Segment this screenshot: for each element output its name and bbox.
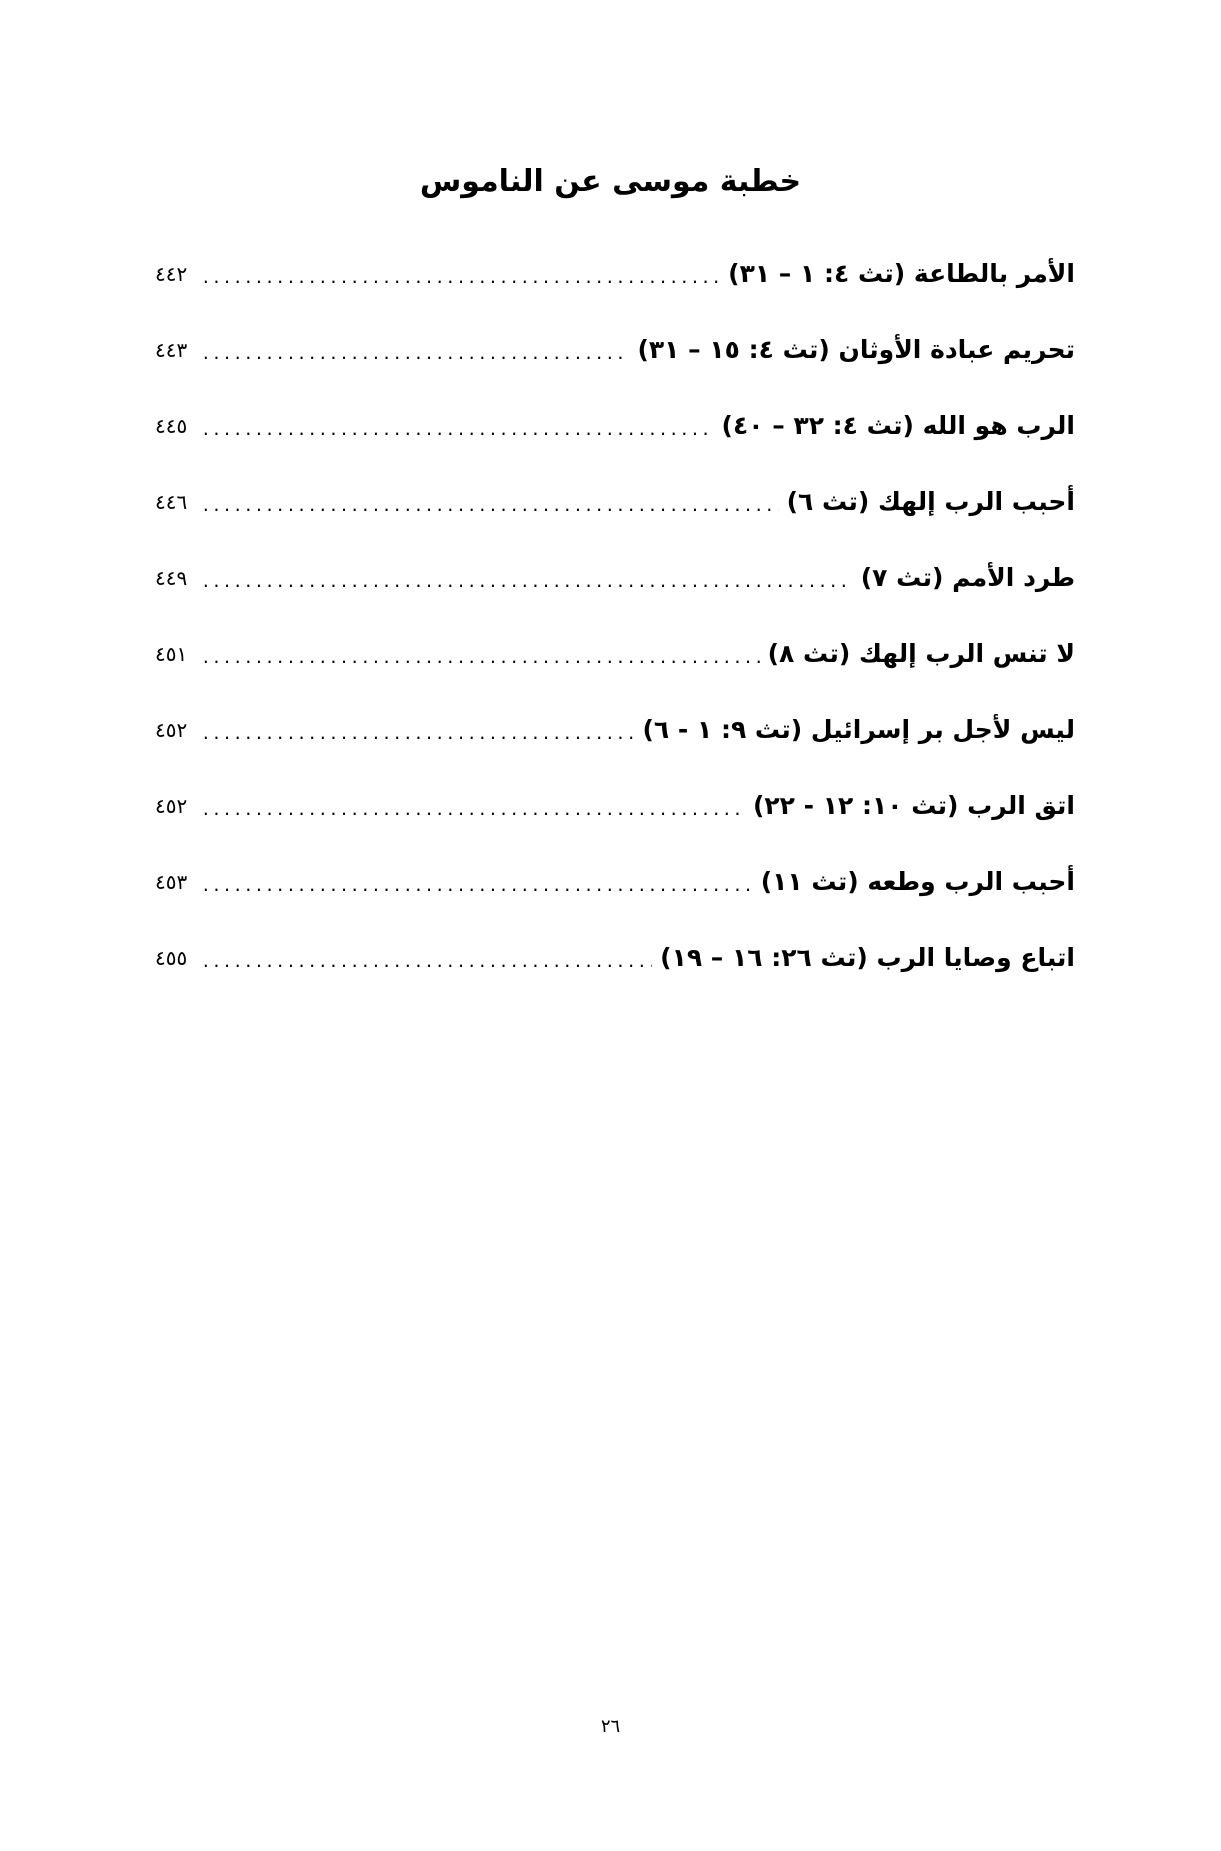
- toc-entry[interactable]: [155, 616, 1075, 692]
- dot-leader: [201, 253, 720, 295]
- toc-entry[interactable]: [155, 312, 1075, 388]
- toc-entry[interactable]: [155, 388, 1075, 464]
- page-title: خطبة موسى عن الناموس: [419, 164, 802, 199]
- toc-entry-page: ٤٥٥: [155, 946, 188, 970]
- toc-entry-page: ٤٥٢: [155, 794, 188, 818]
- toc-entry-title: أحبب الرب وطعه (تث ١١): [760, 867, 1075, 896]
- toc-entry[interactable]: [155, 844, 1075, 920]
- dot-leader: [201, 329, 629, 371]
- toc-entry[interactable]: [155, 464, 1075, 540]
- dot-leader: [201, 861, 753, 903]
- dot-leader: [201, 785, 745, 827]
- toc-entry-page: ٤٤٦: [155, 490, 188, 514]
- toc-entry-title: طرد الأمم (تث ٧): [860, 563, 1075, 592]
- dot-leader: [201, 709, 634, 751]
- toc-entry-page: ٤٤٥: [155, 414, 188, 438]
- toc-entry-title: اتق الرب (تث ١٠: ١٢ - ٢٢): [752, 791, 1075, 820]
- toc-entry[interactable]: [155, 236, 1075, 312]
- toc-entry-page: ٤٥٣: [155, 870, 188, 894]
- table-of-contents: [155, 236, 1075, 996]
- toc-entry-title: الأمر بالطاعة (تث ٤: ١ – ٣١): [728, 259, 1075, 288]
- toc-entry-title: أحبب الرب إلهك (تث ٦): [786, 487, 1075, 516]
- toc-entry-page: ٤٤٢: [155, 262, 188, 286]
- dot-leader: [201, 937, 652, 979]
- dot-leader: [201, 481, 779, 523]
- toc-entry-page: ٤٤٩: [155, 566, 188, 590]
- toc-entry-title: لا تنس الرب إلهك (تث ٨): [767, 639, 1075, 668]
- toc-entry-title: اتباع وصايا الرب (تث ٢٦: ١٦ – ١٩): [660, 943, 1075, 972]
- toc-entry[interactable]: [155, 692, 1075, 768]
- toc-entry-page: ٤٥٢: [155, 718, 188, 742]
- toc-entry-title: ليس لأجل بر إسرائيل (تث ٩: ١ - ٦): [642, 715, 1075, 744]
- dot-leader: [201, 405, 714, 447]
- toc-entry-page: ٤٥١: [155, 642, 188, 666]
- toc-entry-title: تحريم عبادة الأوثان (تث ٤: ١٥ – ٣١): [637, 335, 1075, 364]
- toc-entry-title: الرب هو الله (تث ٤: ٣٢ – ٤٠): [721, 411, 1075, 440]
- dot-leader: [201, 557, 853, 599]
- toc-entry-page: ٤٤٣: [155, 338, 188, 362]
- toc-entry[interactable]: [155, 540, 1075, 616]
- dot-leader: [201, 633, 760, 675]
- toc-entry[interactable]: [155, 920, 1075, 996]
- toc-entry[interactable]: [155, 768, 1075, 844]
- page-number: ٢٦: [600, 1716, 621, 1737]
